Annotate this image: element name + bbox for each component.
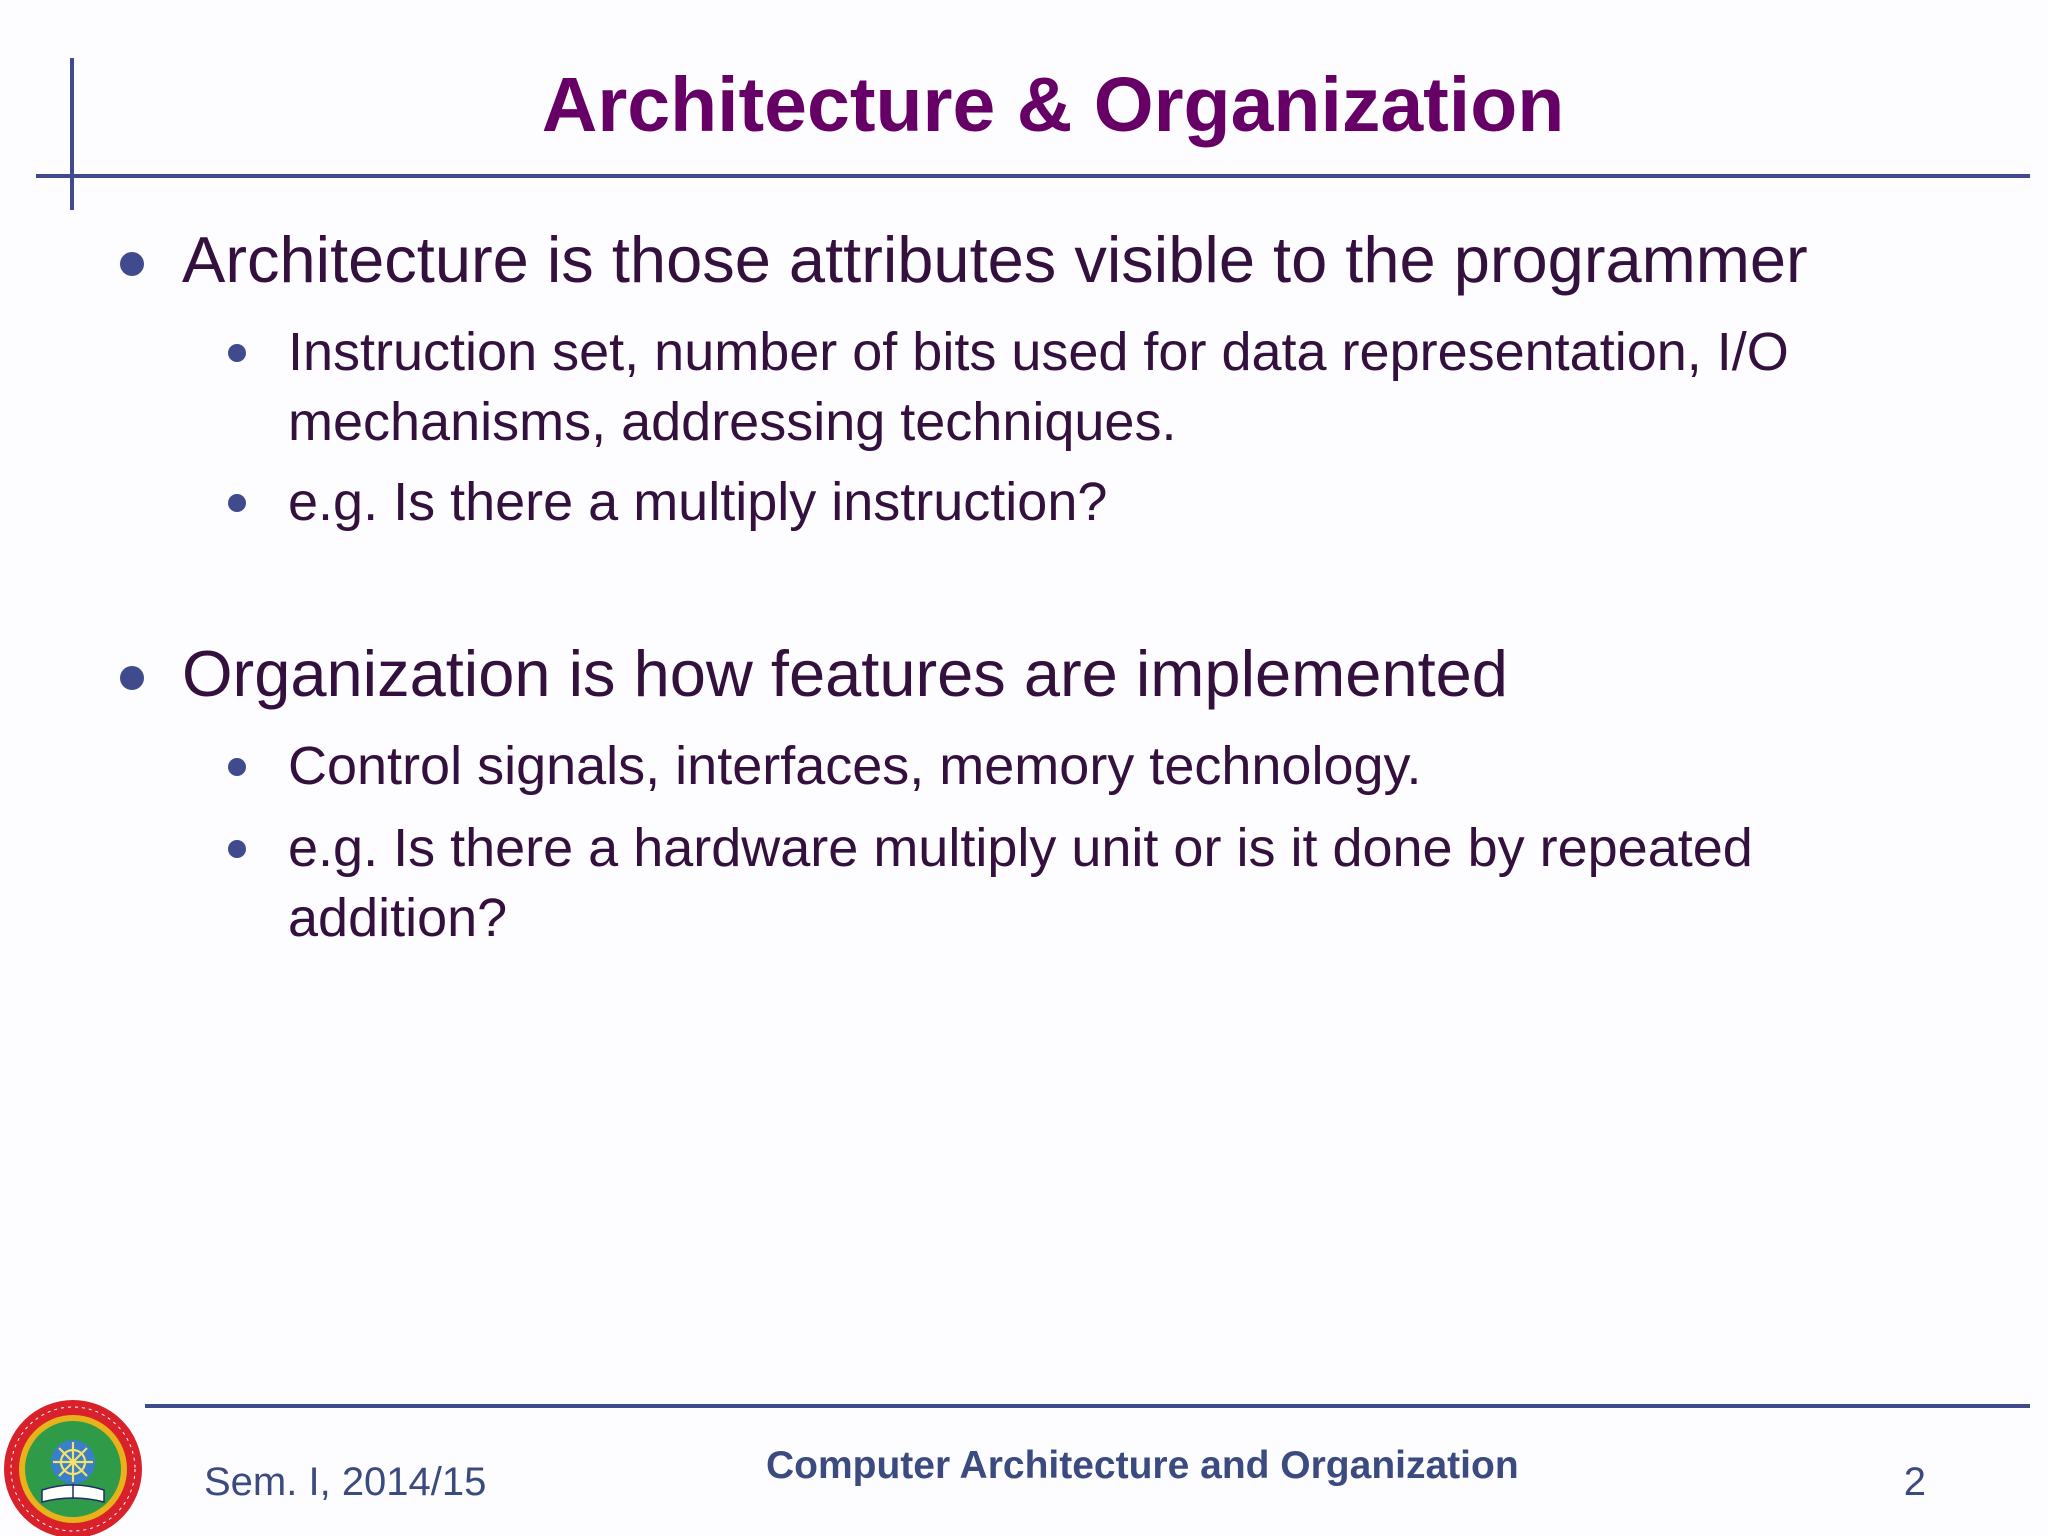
footer-semester: Sem. I, 2014/15	[204, 1460, 487, 1504]
list-item: Instruction set, number of bits used for data representation, I/O mechanisms, addressing techniques.	[288, 322, 1789, 452]
bullet-icon	[228, 840, 246, 858]
list-item: Control signals, interfaces, memory technology.	[288, 736, 1422, 796]
bullet-icon	[228, 494, 246, 512]
bullet-icon	[228, 758, 246, 776]
page-number: 2	[1903, 1460, 1926, 1504]
bullet-icon	[120, 252, 144, 276]
university-seal-icon	[2, 1398, 144, 1536]
section-heading-architecture: Architecture is those attributes visible to the programmer	[182, 223, 1808, 296]
bullet-icon	[228, 344, 246, 362]
footer-rule	[145, 1404, 2030, 1408]
slide-title: Architecture & Organization	[541, 62, 1565, 148]
list-item: e.g. Is there a hardware multiply unit or is it done by repeated addition?	[288, 818, 1753, 948]
footer-course-title: Computer Architecture and Organization	[766, 1444, 1519, 1487]
section-heading-organization: Organization is how features are implemented	[182, 637, 1508, 710]
title-horizontal-rule	[36, 174, 2030, 178]
list-item: e.g. Is there a multiply instruction?	[288, 472, 1108, 532]
bullet-icon	[120, 666, 144, 690]
